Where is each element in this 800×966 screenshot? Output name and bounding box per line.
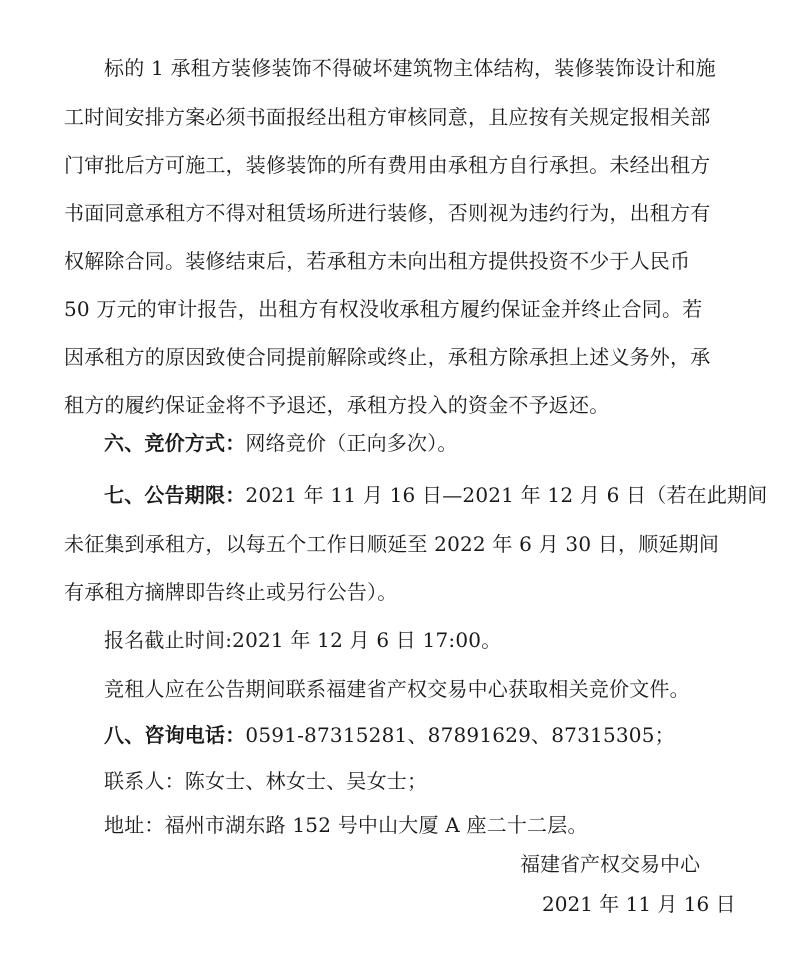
announcement-period-line-1: 2021 年 11 月 16 日—2021 年 12 月 6 日（若在此期间 — [245, 483, 768, 507]
body-line-1: 标的 1 承租方装修装饰不得破坏建筑物主体结构，装修装饰设计和施 — [104, 56, 716, 80]
consult-phone-heading: 八、咨询电话： — [104, 723, 246, 747]
signature-date: 2021 年 11 月 16 日 — [542, 892, 736, 916]
registration-deadline: 报名截止时间:2021 年 12 月 6 日 17:00。 — [104, 628, 502, 652]
contact-persons: 联系人：陈女士、林女士、吴女士； — [104, 769, 428, 793]
consult-phone — [104, 722, 675, 748]
body-line-2: 工时间安排方案必须书面报经出租方审核同意，且应按有关规定报相关部 — [64, 105, 711, 129]
address: 地址：福州市湖东路 152 号中山大厦 A 座二十二层。 — [104, 813, 588, 837]
body-line-6: 50 万元的审计报告，出租方有权没收承租方履约保证金并终止合同。若 — [64, 297, 703, 321]
bidding-document-note: 竞租人应在公告期间联系福建省产权交易中心获取相关竞价文件。 — [104, 677, 690, 701]
bidding-method-text: 网络竞价（正向多次）。 — [245, 431, 458, 455]
announcement-period — [104, 482, 767, 508]
body-line-8: 租方的履约保证金将不予退还，承租方投入的资金不予返还。 — [64, 393, 610, 417]
body-line-3: 门审批后方可施工，装修装饰的所有费用由承租方自行承担。未经出租方 — [64, 153, 711, 177]
announcement-period-line-2: 未征集到承租方，以每五个工作日顺延至 2022 年 6 月 30 日，顺延期间 — [64, 532, 720, 556]
body-line-5: 权解除合同。装修结束后，若承租方未向出租方提供投资不少于人民币 — [64, 249, 691, 273]
body-line-4: 书面同意承租方不得对租赁场所进行装修，否则视为违约行为，出租方有 — [64, 201, 711, 225]
consult-phone-numbers: 0591-87315281、87891629、87315305； — [245, 723, 675, 747]
bidding-method-heading: 六、竞价方式： — [104, 431, 246, 455]
announcement-period-heading: 七、公告期限： — [104, 483, 246, 507]
signature-org: 福建省产权交易中心 — [520, 852, 700, 876]
announcement-period-line-3: 有承租方摘牌即告终止或另行公告）。 — [64, 580, 398, 604]
body-line-7: 因承租方的原因致使合同提前解除或终止，承租方除承担上述义务外，承 — [64, 345, 711, 369]
bidding-method — [104, 430, 458, 456]
